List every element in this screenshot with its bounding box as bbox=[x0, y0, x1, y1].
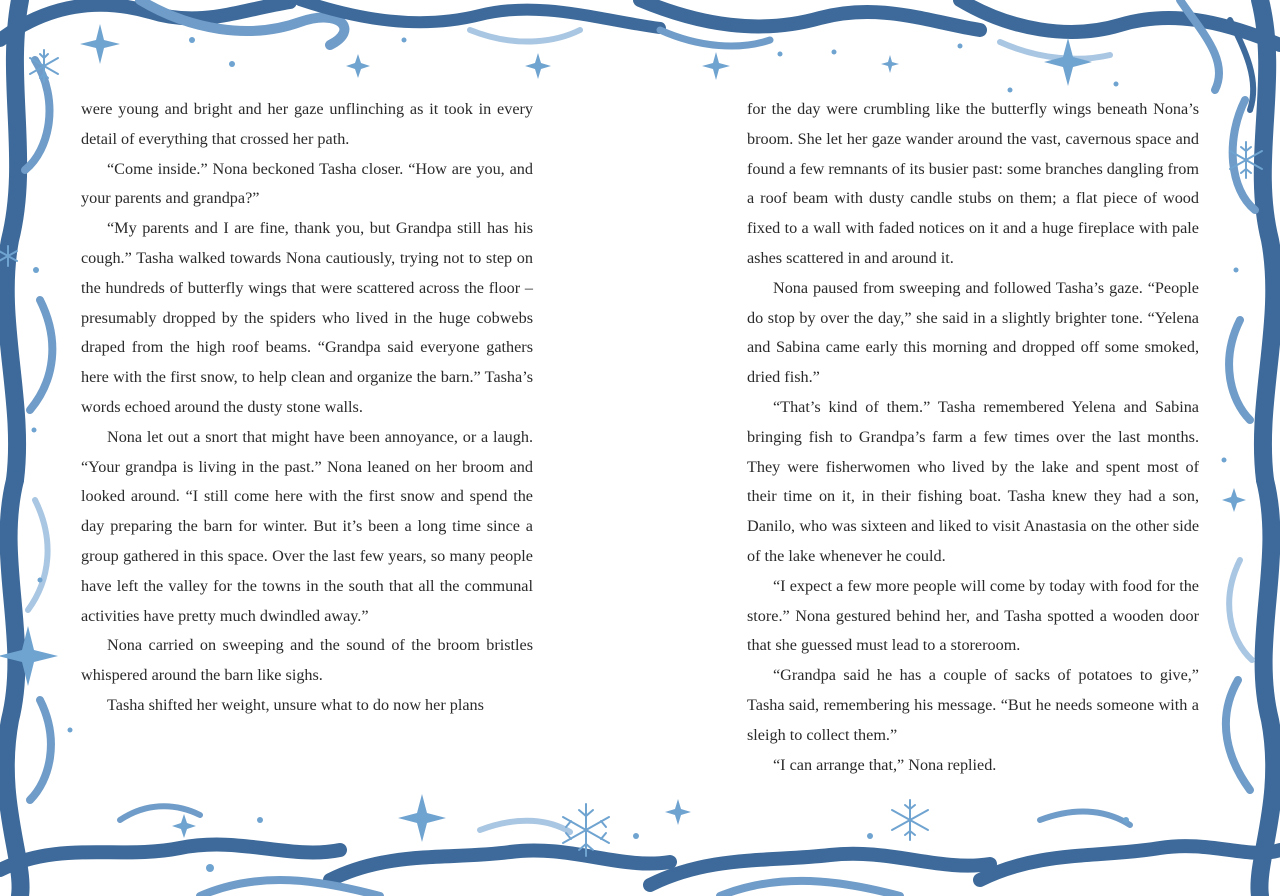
star-icon bbox=[665, 799, 691, 825]
right-page bbox=[747, 95, 1199, 780]
paragraph: Nona let out a snort that might have been annoyance, or a laugh. “Your grandpa is living in the past.” Nona leaned on her broom and looked around. “I still come here with the first snow and spend the day preparing the barn for winter. But it’s been a long time since a group gathered in this space. Over the last few years, so many people have left the valley for the towns in the south that all the communal activities have pretty much dwindled away.” bbox=[81, 427, 533, 625]
paragraph: “Come inside.” Nona beckoned Tasha closer. “How are you, and your parents and grandpa?” bbox=[81, 159, 533, 208]
star-icon bbox=[172, 814, 196, 838]
paragraph: Nona carried on sweeping and the sound of the broom bristles whispered around the barn like sighs. bbox=[81, 636, 533, 685]
paragraph: “I can arrange that,” Nona replied. bbox=[773, 755, 997, 774]
paragraph: “I expect a few more people will come by today with food for the store.” Nona gestured behind her, and Tasha spotted a wooden door that she guessed must lead to a storeroom. bbox=[747, 576, 1199, 655]
snowflake-icon bbox=[892, 800, 928, 840]
star-icon bbox=[1222, 488, 1246, 512]
paragraph: “My parents and I are fine, thank you, but Grandpa still has his cough.” Tasha walked towards Nona cautiously, trying not to step on the hundreds of butterfly wings that were scattered across the floor – presumably dropped by the spiders who lived in the huge cobwebs draped from the high roof beams. “Grandpa said everyone gathers here with the first snow, to help clean and organize the barn.” Tasha’s words echoed around the dusty stone walls. bbox=[81, 219, 533, 416]
paragraph: for the day were crumbling like the butterfly wings beneath Nona’s broom. She let her gaze wander around the vast, cavernous space and found a few remnants of its busier past: some branches dangling from a roof beam with dusty candle stubs on them; a flat piece of wood fixed to a wall with faded notices on it and a huge fireplace with pale ashes scattered in and around it. bbox=[747, 100, 1199, 267]
star-icon bbox=[398, 794, 446, 842]
left-page bbox=[81, 95, 533, 721]
paragraph: “Grandpa said he has a couple of sacks of potatoes to give,” Tasha said, remembering his message. “But he needs someone with a sleigh to collect them.” bbox=[747, 666, 1199, 744]
paragraph: Tasha shifted her weight, unsure what to do now her plans bbox=[107, 695, 484, 714]
star-icon bbox=[881, 55, 899, 73]
paragraph: Nona paused from sweeping and followed Tasha’s gaze. “People do stop by over the day,” she said in a slightly brighter tone. “Yelena and Sabina came early this morning and dropped off some smoked, dried fish.” bbox=[747, 278, 1199, 387]
star-icon bbox=[525, 53, 551, 79]
star-icon bbox=[1044, 38, 1092, 86]
star-icon bbox=[346, 54, 370, 78]
star-icon bbox=[702, 52, 730, 80]
star-icon bbox=[80, 24, 120, 64]
paragraph: “That’s kind of them.” Tasha remembered Yelena and Sabina bringing fish to Grandpa’s farm a few times over the last months. They were fisherwomen who lived by the lake and spent most of their time on it, in their fishing boat. Tasha knew they had a son, Danilo, who was sixteen and liked to visit Anastasia on the other side of the lake whenever he could. bbox=[747, 397, 1199, 565]
paragraph: were young and bright and her gaze unflinching as it took in every detail of everything that crossed her path. bbox=[81, 100, 533, 148]
